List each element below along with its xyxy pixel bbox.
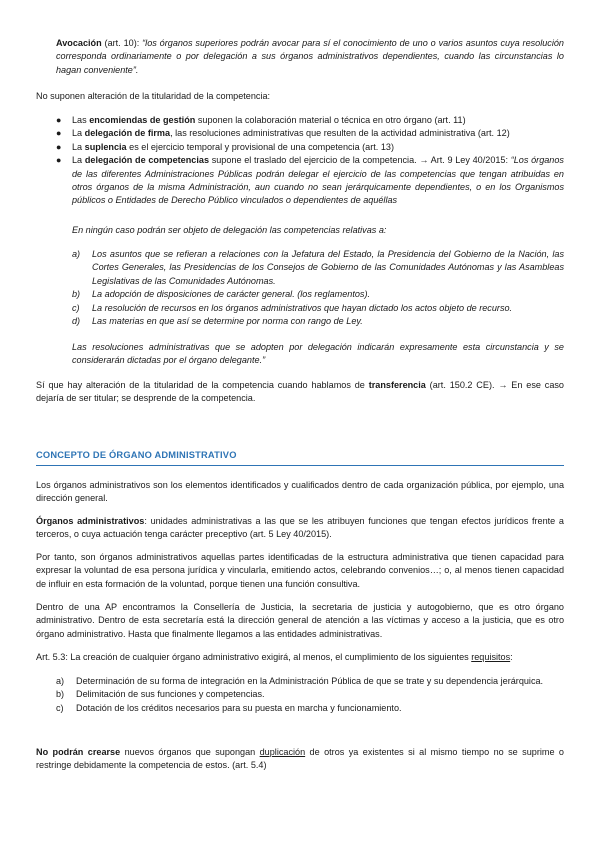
list-item: ● Las encomiendas de gestión suponen la colaboración material o técnica en otro órgano (art. 11) xyxy=(36,114,564,127)
paragraph-duplicacion: No podrán crearse nuevos órganos que supongan duplicación de otros ya existentes si al mismo tiempo no se suprime o restringe debidamente la competencia de estos. (art. 5.4) xyxy=(36,747,564,771)
paragraph-definicion: Órganos administrativos: unidades administrativas a las que se les atribuyen funciones que tengan efectos jurídicos frente a terceros, o cuya actuación tenga carácter preceptivo (art. 5 Ley 40/2015). xyxy=(36,516,564,540)
section-heading: CONCEPTO DE ÓRGANO ADMINISTRATIVO xyxy=(36,449,564,466)
bullet-icon: ● xyxy=(56,155,62,166)
delegacion-closing: Las resoluciones administrativas que se adopten por delegación indicarán expresamente esta circunstancia y se considerarán dictadas por el órgano delegante.” xyxy=(72,342,564,366)
competencia-list xyxy=(36,114,564,208)
avocacion-quote: “los órganos superiores podrán avocar para sí el conocimiento de uno o varios asuntos cuya resolución corresponda ordinariamente o por delegación a sus órganos administrativos dependientes, cuando las circunstancias lo hagan conveniente”. xyxy=(56,38,564,75)
list-item-delegacion: ● La delegación de competencias supone el traslado del ejercicio de la competencia. → Art. 9 Ley 40/2015: “Los órganos de las diferentes Administraciones Públicas podrán delegar el ejercicio de las competencias que tengan atribuidas en otros órganos de la misma Administración, aun cuando no sean jerárquicamente dependientes, o en los Organismos públicos o Entidades de Derecho Público vinculados o dependientes de aquéllas xyxy=(56,155,564,206)
list-item: b) La adopción de disposiciones de carácter general. (los reglamentos). xyxy=(72,289,371,300)
paragraph-organos: Los órganos administrativos son los elementos identificados y cualificados dentro de cada organización pública, por ejemplo, una dirección general. xyxy=(36,480,564,504)
delegacion-quote: “Los órganos de las diferentes Administraciones Públicas podrán delegar el ejercicio de las competencias que tengan atribuidas en otros órganos de la misma Administración, aun cuando no sean jerárquicamente dependientes, o en los Organismos públicos o Entidades de Derecho Público vinculados o dependientes de aquéllas xyxy=(72,155,564,206)
avocacion-ref: (art. 10): xyxy=(101,38,143,48)
list-item: ● La delegación de firma, las resoluciones administrativas que resulten de la actividad administrativa (art. 12) xyxy=(36,127,564,140)
bullet-icon: ● xyxy=(56,115,62,125)
avocacion-term: Avocación xyxy=(56,38,102,48)
list-item: d) Las materias en que así se determine por norma con rango de Ley. xyxy=(72,316,363,327)
avocacion-paragraph xyxy=(56,37,564,77)
list-item: a) Determinación de su forma de integración en la Administración Pública de que se trate y su dependencia jerárquica. xyxy=(56,676,544,686)
transferencia-paragraph: Sí que hay alteración de la titularidad de la competencia cuando hablamos de transferencia (art. 150.2 CE). → En ese caso dejaría de ser titular; se desprende de la competencia. xyxy=(36,380,564,404)
list-item: c) Dotación de los créditos necesarios para su puesta en marcha y funcionamiento. xyxy=(56,702,402,713)
paragraph-por-tanto: Por tanto, son órganos administrativos aquellas partes identificadas de la estructura administrativa que tienen capacidad para expresar la voluntad de esa persona jurídica y vincularla, emitiendo actos, celebrando convenios…; o, al menos tienen capacidad de influir en esta formación de la voluntad, porque tienen una función consultiva. xyxy=(36,552,564,589)
delegacion-intro: En ningún caso podrán ser objeto de delegación las competencias relativas a: xyxy=(72,225,387,235)
list-item: ● La suplencia es el ejercicio temporal y provisional de una competencia (art. 13) xyxy=(36,141,564,154)
delegacion-exclusions xyxy=(72,248,564,328)
paragraph-consellería: Dentro de una AP encontramos la Consellería de Justicia, la secretaria de justicia y autogobierno, que es otro órgano administrativo. Dentro de esta secretaría está la dirección general de atención a las víctimas y acceso a la justicia, que es otro órgano administrativo. Hasta que finalmente llegamos a las entidades administrativas. xyxy=(36,602,564,639)
list-item: c) La resolución de recursos en los órganos administrativos que hayan dictado los actos objeto de recurso. xyxy=(72,302,513,313)
bullet-icon: ● xyxy=(56,128,62,139)
list-item: a) Los asuntos que se refieran a relaciones con la Jefatura del Estado, la Presidencia del Gobierno de la Nación, las Cortes Generales, las Presidencias de los Consejos de Gobierno de las Comunidades Autónomas y las Asambleas Legislativas de las Comunidades Autónomas. xyxy=(72,249,564,286)
paragraph-requisitos-intro: Art. 5.3: La creación de cualquier órgano administrativo exigirá, al menos, el cumplimiento de los siguientes requisitos: xyxy=(36,652,513,662)
list-item: b) Delimitación de sus funciones y competencias. xyxy=(56,689,265,700)
requisitos-list xyxy=(56,675,564,715)
no-alteracion-intro: No suponen alteración de la titularidad de la competencia: xyxy=(36,91,271,101)
bullet-icon: ● xyxy=(56,141,62,152)
requisitos-link: requisitos xyxy=(471,652,511,662)
